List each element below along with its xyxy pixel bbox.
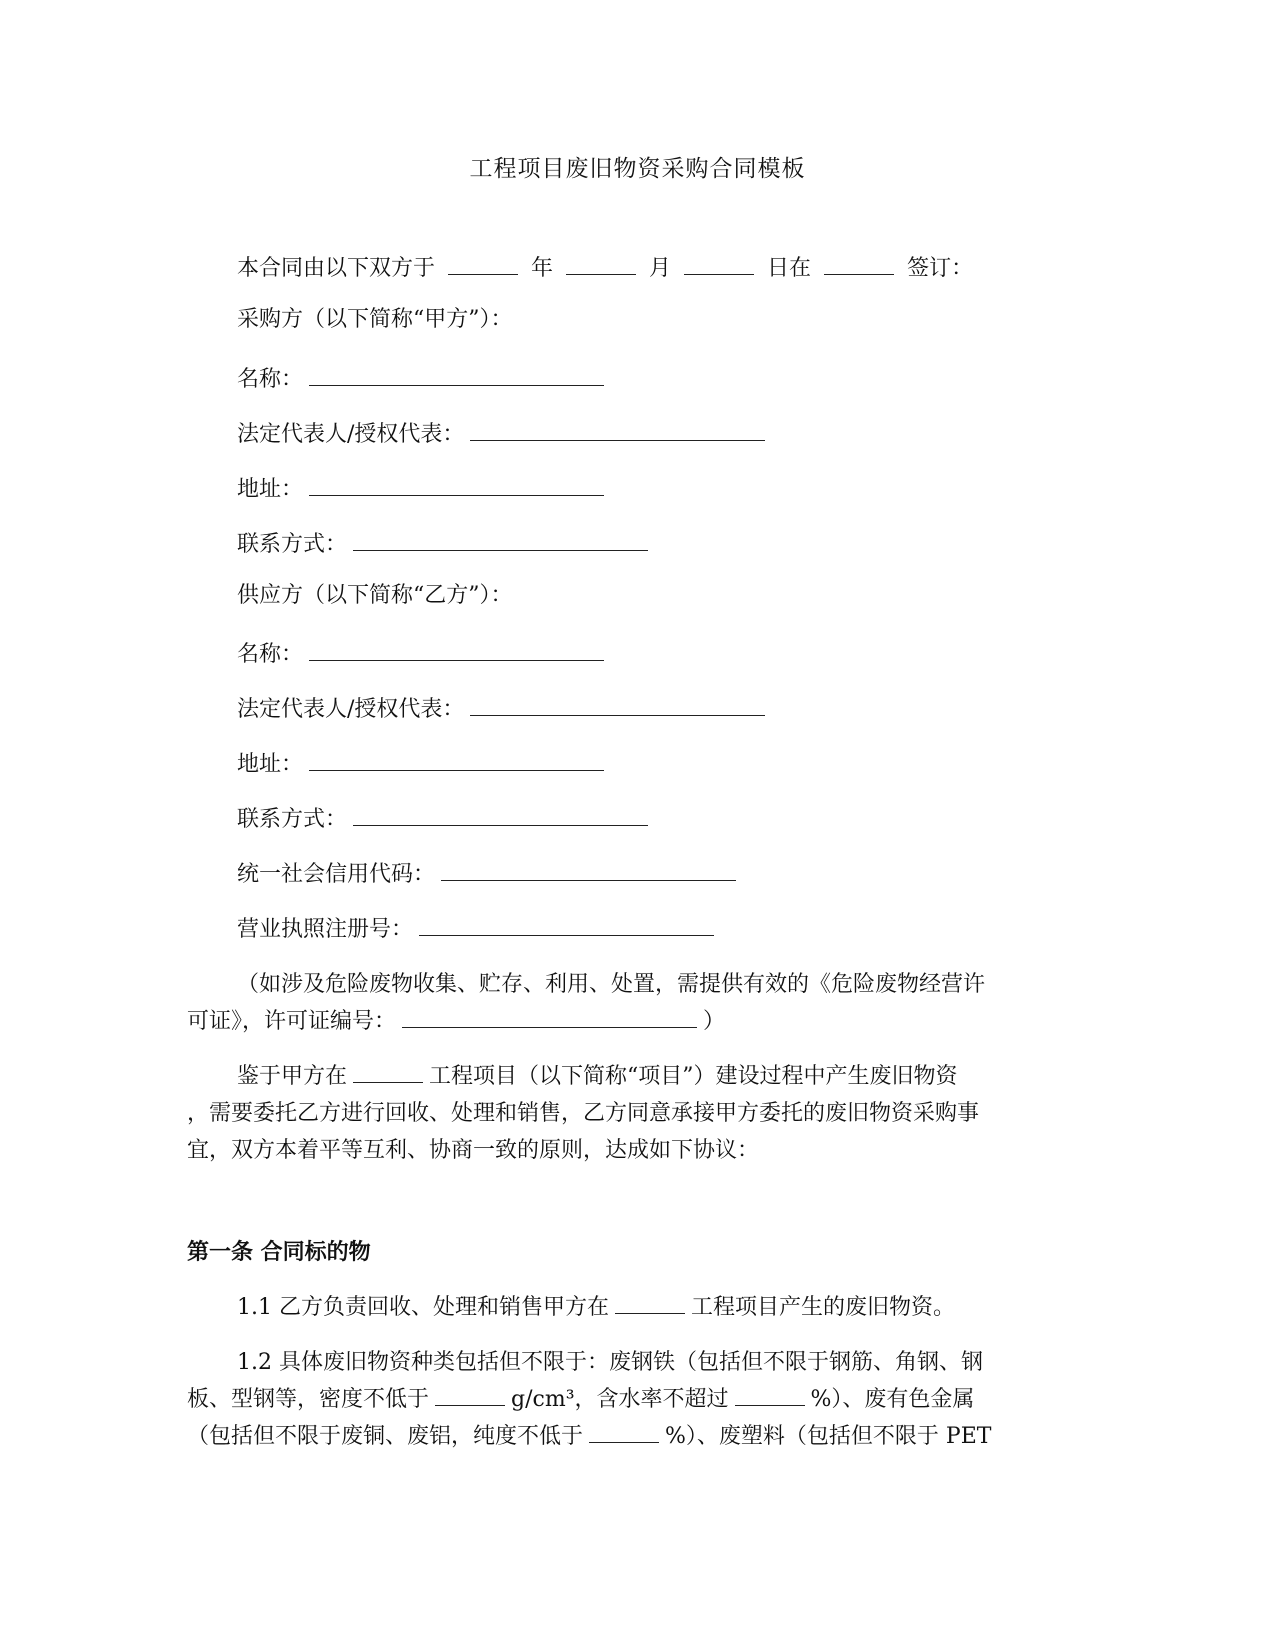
party-a-rep-line: 法定代表人/授权代表： bbox=[237, 416, 771, 450]
permit-number-field[interactable] bbox=[402, 1003, 697, 1028]
project-name-blank[interactable] bbox=[353, 1058, 423, 1083]
party-b-name-line: 名称： bbox=[237, 636, 610, 670]
hazard-note: （如涉及危险废物收集、贮存、利用、处置，需提供有效的《危险废物经营许 可证》，许可证编号： ） bbox=[187, 972, 986, 1034]
party-b-contact-field[interactable] bbox=[353, 801, 648, 826]
clause-1-1-project-blank[interactable] bbox=[615, 1289, 685, 1314]
year-blank[interactable] bbox=[448, 250, 518, 275]
party-b-license-line: 营业执照注册号： bbox=[237, 911, 720, 945]
moisture-blank[interactable] bbox=[735, 1381, 805, 1406]
party-a-contact-line: 联系方式： bbox=[237, 526, 654, 560]
document-title: 工程项目废旧物资采购合同模板 bbox=[469, 156, 806, 182]
party-b-credit-code-line: 统一社会信用代码： bbox=[237, 856, 742, 890]
party-b-contact-line: 联系方式： bbox=[237, 801, 654, 835]
party-a-name-field[interactable] bbox=[309, 361, 604, 386]
party-a-address-line: 地址： bbox=[237, 471, 610, 505]
purity-blank[interactable] bbox=[589, 1418, 659, 1443]
party-b-address-field[interactable] bbox=[309, 746, 604, 771]
party-b-credit-code-field[interactable] bbox=[441, 856, 736, 881]
intro-line: 本合同由以下双方于 年 月 日在 签订： bbox=[237, 250, 973, 284]
clause-1-1: 1.1 乙方负责回收、处理和销售甲方在 工程项目产生的废旧物资。 bbox=[187, 1289, 1082, 1326]
party-a-contact-field[interactable] bbox=[353, 526, 648, 551]
place-blank[interactable] bbox=[824, 250, 894, 275]
article-1-heading: 第一条 合同标的物 bbox=[187, 1240, 371, 1265]
party-b-rep-line: 法定代表人/授权代表： bbox=[237, 691, 771, 725]
party-a-rep-field[interactable] bbox=[470, 416, 765, 441]
party-b-license-field[interactable] bbox=[419, 911, 714, 936]
day-blank[interactable] bbox=[684, 250, 754, 275]
party-b-heading: 供应方（以下简称“乙方”）： bbox=[237, 583, 513, 608]
month-blank[interactable] bbox=[566, 250, 636, 275]
party-a-heading: 采购方（以下简称“甲方”）： bbox=[237, 307, 513, 332]
party-b-address-line: 地址： bbox=[237, 746, 610, 780]
party-a-address-field[interactable] bbox=[309, 471, 604, 496]
whereas-paragraph: 鉴于甲方在 工程项目（以下简称“项目”）建设过程中产生废旧物资 ，需要委托乙方进行回收、处理和销售，乙方同意承接甲方委托的废旧物资采购事 宜，双方本着平等互利、协商一致的原则，达成如下协议： bbox=[187, 1058, 1082, 1169]
party-a-name-line: 名称： bbox=[237, 361, 610, 395]
party-b-rep-field[interactable] bbox=[470, 691, 765, 716]
clause-1-2: 1.2 具体废旧物资种类包括但不限于：废钢铁（包括但不限于钢筋、角钢、钢 板、型钢等，密度不低于 g/cm³，含水率不超过 %）、废有色金属 （包括但不限于废铜、废铝，纯度不低于 %）、废塑料（包括但不限于 PET bbox=[187, 1350, 992, 1449]
density-blank[interactable] bbox=[435, 1381, 505, 1406]
party-b-name-field[interactable] bbox=[309, 636, 604, 661]
